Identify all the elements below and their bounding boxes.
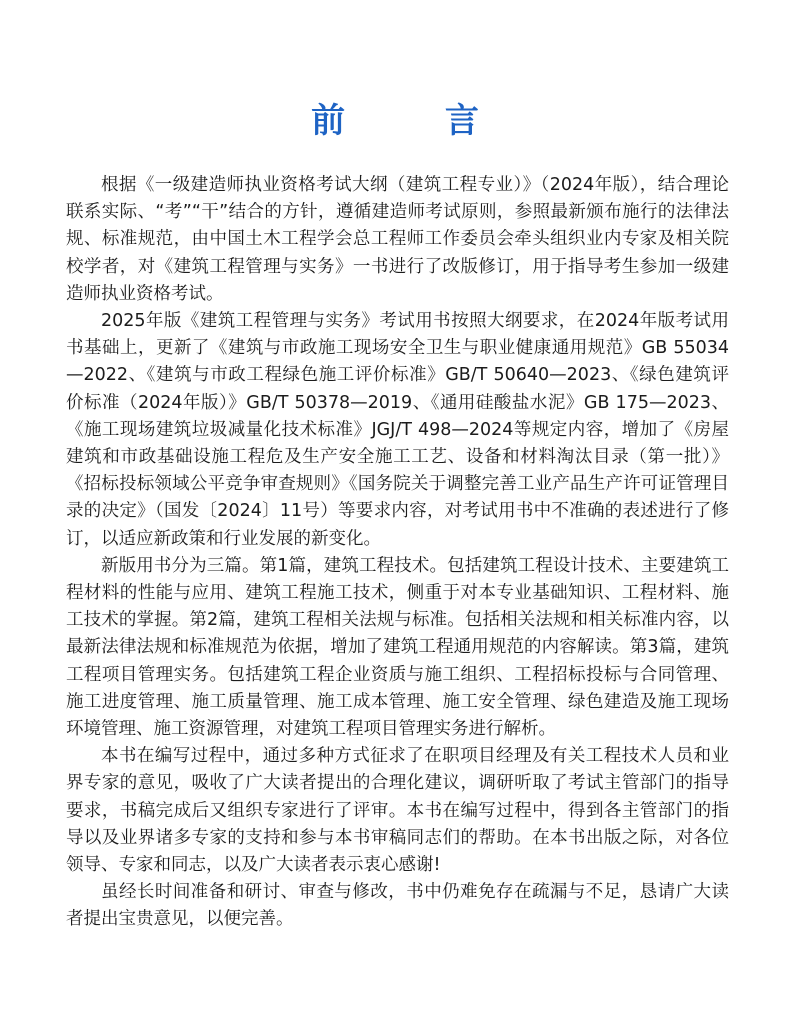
paragraph-3: 新版用书分为三篇。第1篇，建筑工程技术。包括建筑工程设计技术、主要建筑工程材料的性能与应用、建筑工程施工技术，侧重于对本专业基础知识、工程材料、施工技术的掌握。第2篇，建筑工程相关法规与标准。包括相关法规和相关标准内容，以最新法律法规和标准规范为依据，增加了建筑工程通用规范的内容解读。第3篇，建筑工程项目管理实务。包括建筑工程企业资质与施工组织、工程招标投标与合同管理、施工进度管理、施工质量管理、施工成本管理、施工安全管理、绿色建造及施工现场环境管理、施工资源管理，对建筑工程项目管理实务进行解析。 [66,555,729,740]
paragraph-5: 虽经长时间准备和研讨、审查与修改，书中仍难免存在疏漏与不足，恳请广大读者提出宝贵意见，以便完善。 [66,882,729,930]
paragraph-1: 根据《一级建造师执业资格考试大纲（建筑工程专业）》（2024年版），结合理论联系实际、“考”“干”结合的方针，遵循建造师考试原则，参照最新颁布施行的法律法规、标准规范，由中国土木工程学会总工程师工作委员会牵头组织业内专家及相关院校学者，对《建筑工程管理与实务》一书进行了改版修订，用于指导考生参加一级建造师执业资格考试。 [66,175,729,304]
preface-body [66,172,729,934]
paragraph-4: 本书在编写过程中，通过多种方式征求了在职项目经理及有关工程技术人员和业界专家的意见，吸收了广大读者提出的合理化建议，调研听取了考试主管部门的指导要求，书稿完成后又组织专家进行了评审。本书在编写过程中，得到各主管部门的指导以及业界诸多专家的支持和参与本书审稿同志们的帮助。在本书出版之际，对各位领导、专家和同志，以及广大读者表示衷心感谢! [66,746,729,876]
paragraph-2: 2025年版《建筑工程管理与实务》考试用书按照大纲要求，在2024年版考试用书基础上，更新了《建筑与市政施工现场安全卫生与职业健康通用规范》GB 55034—2022、《建筑与市政工程绿色施工评价标准》GB/T 50640—2023、《绿色建筑评价标准（2024年版）》GB/T 50378—2019、《通用硅酸盐水泥》GB 175—2023、《施工现场建筑垃圾减量化技术标准》JGJ/T 498—2024等规定内容，增加了《房屋建筑和市政基础设施工程危及生产安全施工工艺、设备和材料淘汰目录（第一批）》《招标投标领域公平竞争审查规则》《国务院关于调整完善工业产品生产许可证管理目录的决定》（国发〔2024〕11号）等要求内容，对考试用书中不准确的表述进行了修订，以适应新政策和行业发展的新变化。 [66,311,729,549]
page-title: 前 言 [311,100,523,141]
